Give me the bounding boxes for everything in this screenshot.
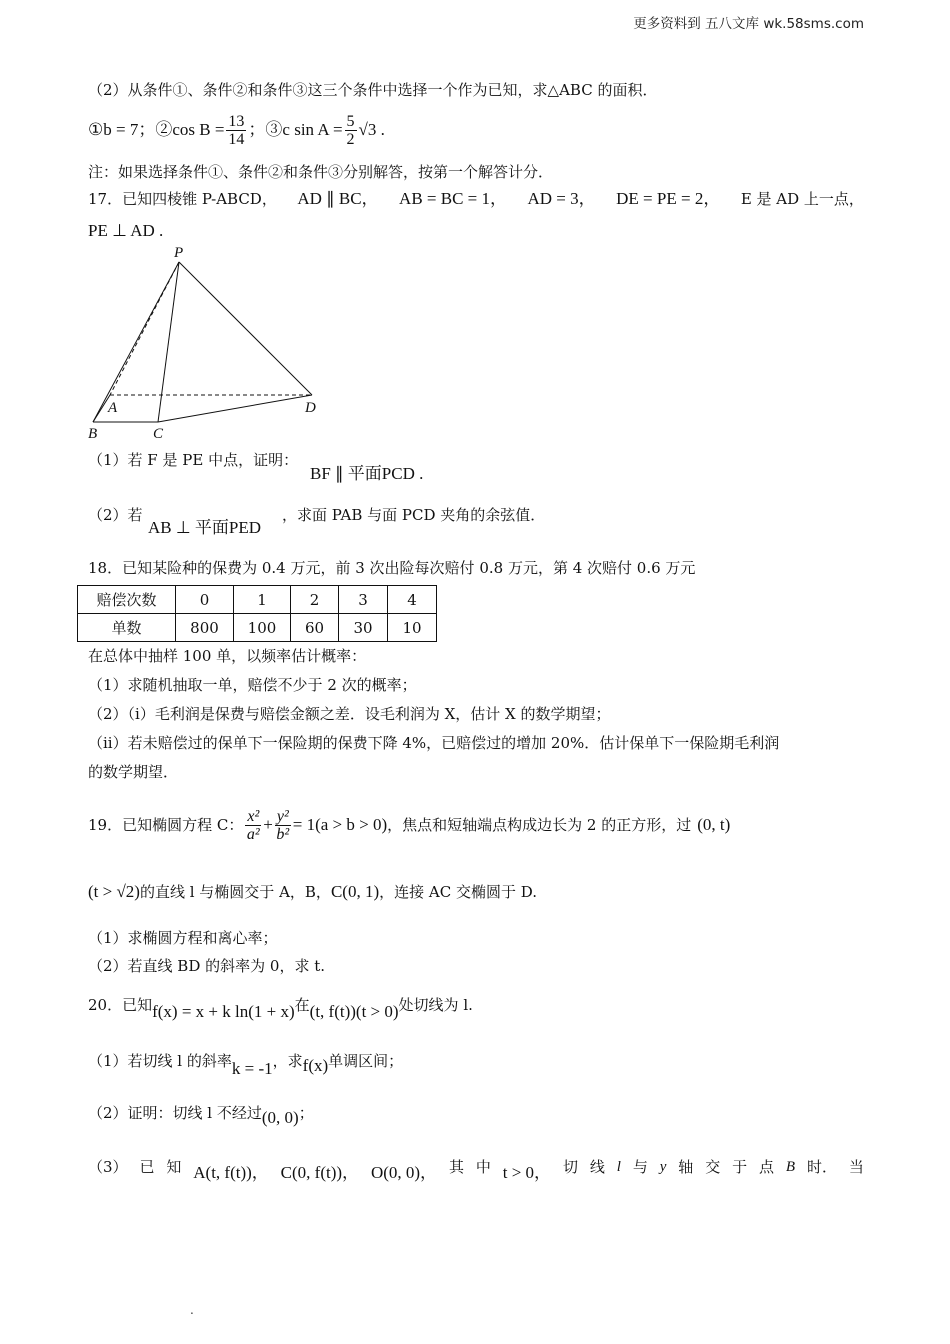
q20-part1-a: （1）若切线 l 的斜率 [88, 1052, 232, 1070]
fraction-numerator: 5 [346, 112, 355, 130]
q16-cond2-fraction [226, 113, 246, 148]
fraction-denominator: a² [246, 825, 260, 843]
table-row-label: 赔偿次数 [78, 586, 176, 614]
q19-part1: （1）求椭圆方程和离心率； [88, 929, 278, 947]
q16-part2: （2）从条件①、条件②和条件③这三个条件中选择一个作为已知，求△ABC 的面积． [88, 81, 658, 99]
fraction-numerator: 13 [228, 112, 245, 130]
q20-part3-t: t > 0， [502, 1163, 552, 1182]
q20-part3-token: l [616, 1159, 621, 1175]
label-A: A [108, 400, 118, 416]
q20-stem-a: 20．已知 [88, 996, 153, 1014]
q16-note: 注：如果选择条件①、条件②和条件③分别解答，按第一个解答计分． [88, 163, 554, 181]
q17-stem-c: AB = BC = 1， [399, 189, 508, 208]
q20-part3-token: 当 [848, 1158, 864, 1176]
q20-part2-b: ； [298, 1104, 314, 1122]
compensation-table [77, 585, 437, 642]
q16-cond3-fraction [345, 113, 357, 148]
q16-cond1: ①b = 7 [88, 120, 139, 139]
pyramid-figure [80, 240, 330, 450]
q20-part3-token: 中 [475, 1158, 491, 1176]
q17-part1-math: BF ∥ 平面PCD . [310, 464, 424, 483]
q17-stem-a: 17．已知四棱锥 P-ABCD， [88, 190, 277, 208]
q16-cond3-prefix: ；③c sin A = [248, 120, 343, 139]
q19-line2-text: 的直线 l 与椭圆交于 A，B， [139, 883, 331, 901]
q19-line2-c: C(0, 1) [330, 882, 380, 901]
q19-eq: = 1(a > b > 0) [292, 815, 388, 834]
q19-stem-a: 19．已知椭圆方程 C： [88, 816, 244, 834]
q20-part3-token: 交 [705, 1158, 721, 1176]
table-cell: 0 [176, 586, 234, 614]
table-cell: 100 [234, 614, 291, 642]
q16-conditions [88, 110, 385, 150]
table-cell: 800 [176, 614, 234, 642]
edge-CD [158, 395, 312, 422]
site-watermark: 更多资料到 五八文库 wk.58sms.com [633, 16, 864, 32]
label-C: C [153, 426, 164, 442]
table-cell: 4 [388, 586, 437, 614]
q20-part1-c: 单调区间； [328, 1052, 404, 1070]
table-row [78, 586, 437, 614]
q20-part3-token: y [659, 1159, 667, 1175]
q19-x-fraction [245, 808, 261, 843]
q16-cond2-prefix: ；②cos B = [138, 120, 225, 139]
fraction-denominator: b² [276, 825, 290, 843]
table-row-label: 单数 [78, 614, 176, 642]
table-cell: 3 [339, 586, 388, 614]
q17-stem-line2: PE ⊥ AD . [88, 221, 164, 240]
q17-part1-text: （1）若 F 是 PE 中点，证明： [88, 451, 299, 469]
q19-stem-b: ，焦点和短轴端点构成边长为 2 的正方形，过 [387, 816, 692, 834]
q20-part3-C: C(0, f(t))， [280, 1163, 360, 1182]
q20-stem-b: 在 [294, 996, 310, 1014]
q19-point: (0, t) [697, 815, 731, 834]
q17-part2-text-a: （2）若 [88, 506, 143, 524]
q20-part3-O: O(0, 0)， [370, 1163, 438, 1182]
q19-part2: （2）若直线 BD 的斜率为 0，求 t. [88, 957, 326, 975]
q20-part3-A: A(t, f(t))， [193, 1163, 269, 1182]
q20-part2-a: （2）证明：切线 l 不经过 [88, 1104, 262, 1122]
q20-stem [88, 988, 473, 1022]
label-P: P [174, 245, 184, 261]
table-cell: 30 [339, 614, 388, 642]
q18-part1: （1）求随机抽取一单，赔偿不少于 2 次的概率； [88, 676, 417, 694]
edge-PB [93, 262, 179, 422]
q19-line2 [88, 882, 537, 902]
fraction-numerator: x² [247, 807, 260, 825]
q20-part1 [88, 1043, 403, 1079]
q19-line2-end: ，连接 AC 交椭圆于 D. [379, 883, 537, 901]
q20-part3 [88, 1151, 864, 1183]
q20-part3-token: 时． [806, 1158, 837, 1176]
q20-part3-token: （3） [88, 1158, 128, 1176]
q17-stem-e: DE = PE = 2， [616, 189, 721, 208]
label-B: B [88, 426, 98, 442]
table-cell: 1 [234, 586, 291, 614]
q20-stem-point: (t, f(t))(t > 0) [309, 1002, 399, 1021]
table-cell: 10 [388, 614, 437, 642]
q20-part2 [88, 1098, 314, 1128]
q20-part3-token: 轴 [678, 1158, 694, 1176]
q20-part3-token: 与 [632, 1158, 648, 1176]
q20-part3-token: 知 [166, 1158, 182, 1176]
q20-part3-token: 其 [448, 1158, 464, 1176]
edge-PC [158, 262, 179, 422]
q20-part3-token: 线 [589, 1158, 605, 1176]
edge-PA-hidden [110, 262, 179, 395]
q17-stem [88, 189, 864, 209]
q20-part3-token: 于 [732, 1158, 748, 1176]
q20-part3-token: 已 [139, 1158, 155, 1176]
table-cell: 60 [291, 614, 339, 642]
q20-part3-token: 点 [759, 1158, 775, 1176]
fraction-denominator: 2 [346, 130, 355, 148]
q20-part3-token: 切 [562, 1158, 578, 1176]
q19-line2-math: (t > √2) [88, 882, 140, 901]
fraction-denominator: 14 [228, 130, 245, 148]
q18-part3a: （ii）若未赔偿过的保单下一保险期的保费下降 4%，已赔偿过的增加 20%．估计保单下一保险期毛利润 [88, 734, 780, 752]
q19-stem [88, 800, 730, 850]
q20-part1-fx: f(x) [302, 1056, 329, 1075]
q17-stem-d: AD = 3， [527, 189, 596, 208]
q16-cond3-suffix: √3 . [358, 120, 385, 139]
q18-part2: （2）（i）毛利润是保费与赔偿金额之差．设毛利润为 X，估计 X 的数学期望； [88, 705, 611, 723]
q17-stem-b: AD ∥ BC， [297, 189, 379, 208]
q20-part1-k: k = -1 [231, 1059, 273, 1078]
q20-part1-b: ，求 [272, 1052, 303, 1070]
q17-part2-math: AB ⊥ 平面PED [148, 518, 262, 537]
q18-line1: 在总体中抽样 100 单，以频率估计概率： [88, 647, 367, 665]
q17-stem-f: E 是 AD 上一点， [740, 190, 864, 208]
q20-part3-token: B [785, 1159, 796, 1175]
table-cell: 2 [291, 586, 339, 614]
q19-y-fraction [275, 808, 291, 843]
table-row [78, 614, 437, 642]
footer-dot: . [190, 1303, 194, 1317]
q17-part2-text-b: ，求面 PAB 与面 PCD 夹角的余弦值． [282, 506, 546, 524]
q19-plus: + [263, 815, 273, 834]
q20-part2-point: (0, 0) [261, 1108, 299, 1127]
q20-stem-fx: f(x) = x + k ln(1 + x) [152, 1002, 295, 1021]
q18-part3b: 的数学期望． [88, 763, 179, 781]
label-D: D [305, 400, 316, 416]
edge-PD [179, 262, 312, 395]
q20-stem-c: 处切线为 l. [398, 996, 473, 1014]
q18-stem: 18．已知某险种的保费为 0.4 万元，前 3 次出险每次赔付 0.8 万元，第 4 次赔付 0.6 万元 [88, 559, 696, 577]
fraction-numerator: y² [276, 807, 289, 825]
